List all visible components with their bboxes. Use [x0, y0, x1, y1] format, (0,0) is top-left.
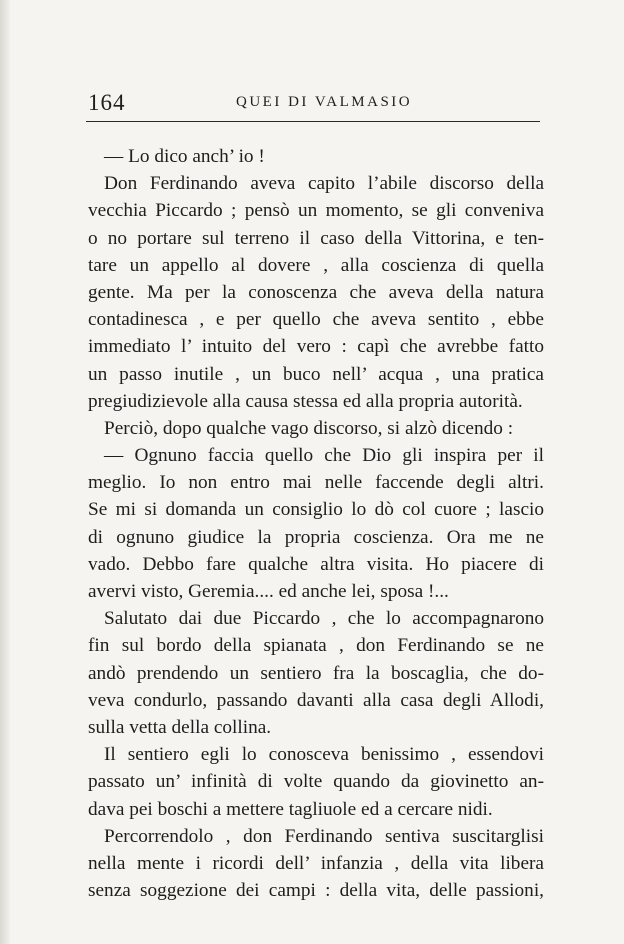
text-line: o no portare sul terreno il caso della Vittorina, e ten- [88, 227, 544, 249]
running-title: QUEI DI VALMASIO [236, 94, 413, 110]
text-line: Perciò, dopo qualche vago discorso, si alzò dicendo : [104, 417, 514, 439]
text-line: vecchia Piccardo ; pensò un momento, se gli conveniva [88, 200, 544, 222]
text-line: dava pei boschi a mettere tagliuole ed a cercare nidi. [88, 798, 493, 820]
text-line: tare un appello al dovere , alla coscienza di quella [88, 254, 544, 276]
text-line: immediato l’ intuito del vero : capì che avrebbe fatto [88, 336, 544, 358]
text-line: di ognuno giudice la propria coscienza. Ora me ne [88, 526, 544, 548]
page-header [86, 88, 542, 116]
text-line: vado. Debbo fare qualche altra visita. Ho piacere di [88, 553, 544, 575]
text-line: andò prendendo un sentiero fra la boscaglia, che do- [88, 662, 544, 684]
text-line: Il sentiero egli lo conosceva benissimo , essendovi [104, 744, 544, 766]
text-line: avervi visto, Geremia.... ed anche lei, sposa !... [88, 581, 449, 602]
header-rule [86, 121, 540, 122]
text-line: Don Ferdinando aveva capito l’abile discorso della [104, 173, 544, 195]
text-line: sulla vetta della collina. [88, 716, 272, 738]
text-line: Salutato dai due Piccardo , che lo accompagnarono [104, 608, 544, 630]
text-line: senza soggezione dei campi : della vita, delle passioni, [88, 880, 544, 902]
text-line: Se mi si domanda un consiglio lo dò col cuore ; lascio [88, 499, 544, 521]
text-line: gente. Ma per la conoscenza che aveva della natura [88, 281, 544, 303]
text-line: fin sul bordo della spianata , don Ferdinando se ne [88, 635, 544, 657]
body-text [88, 143, 544, 904]
text-line: nella mente i ricordi dell’ infanzia , della vita libera [88, 852, 544, 874]
text-line: contadinesca , e per quello che aveva sentito , ebbe [88, 309, 544, 331]
text-line: — Lo dico anch’ io ! [104, 146, 265, 167]
text-line: veva condurlo, passando davanti alla casa degli Allodi, [88, 689, 544, 711]
text-line: pregiudizievole alla causa stessa ed alla propria autorità. [88, 390, 523, 412]
text-line: Percorrendolo , don Ferdinando sentiva suscitarglisi [104, 825, 544, 847]
text-line: — Ognuno faccia quello che Dio gli inspira per il [104, 445, 544, 467]
text-line: un passo inutile , un buco nell’ acqua , una pratica [88, 363, 544, 385]
page-number: 164 [88, 90, 126, 115]
text-line: passato un’ infinità di volte quando da giovinetto an- [88, 771, 544, 793]
text-line: meglio. Io non entro mai nelle faccende degli altri. [88, 472, 544, 494]
page-gutter [0, 0, 10, 944]
